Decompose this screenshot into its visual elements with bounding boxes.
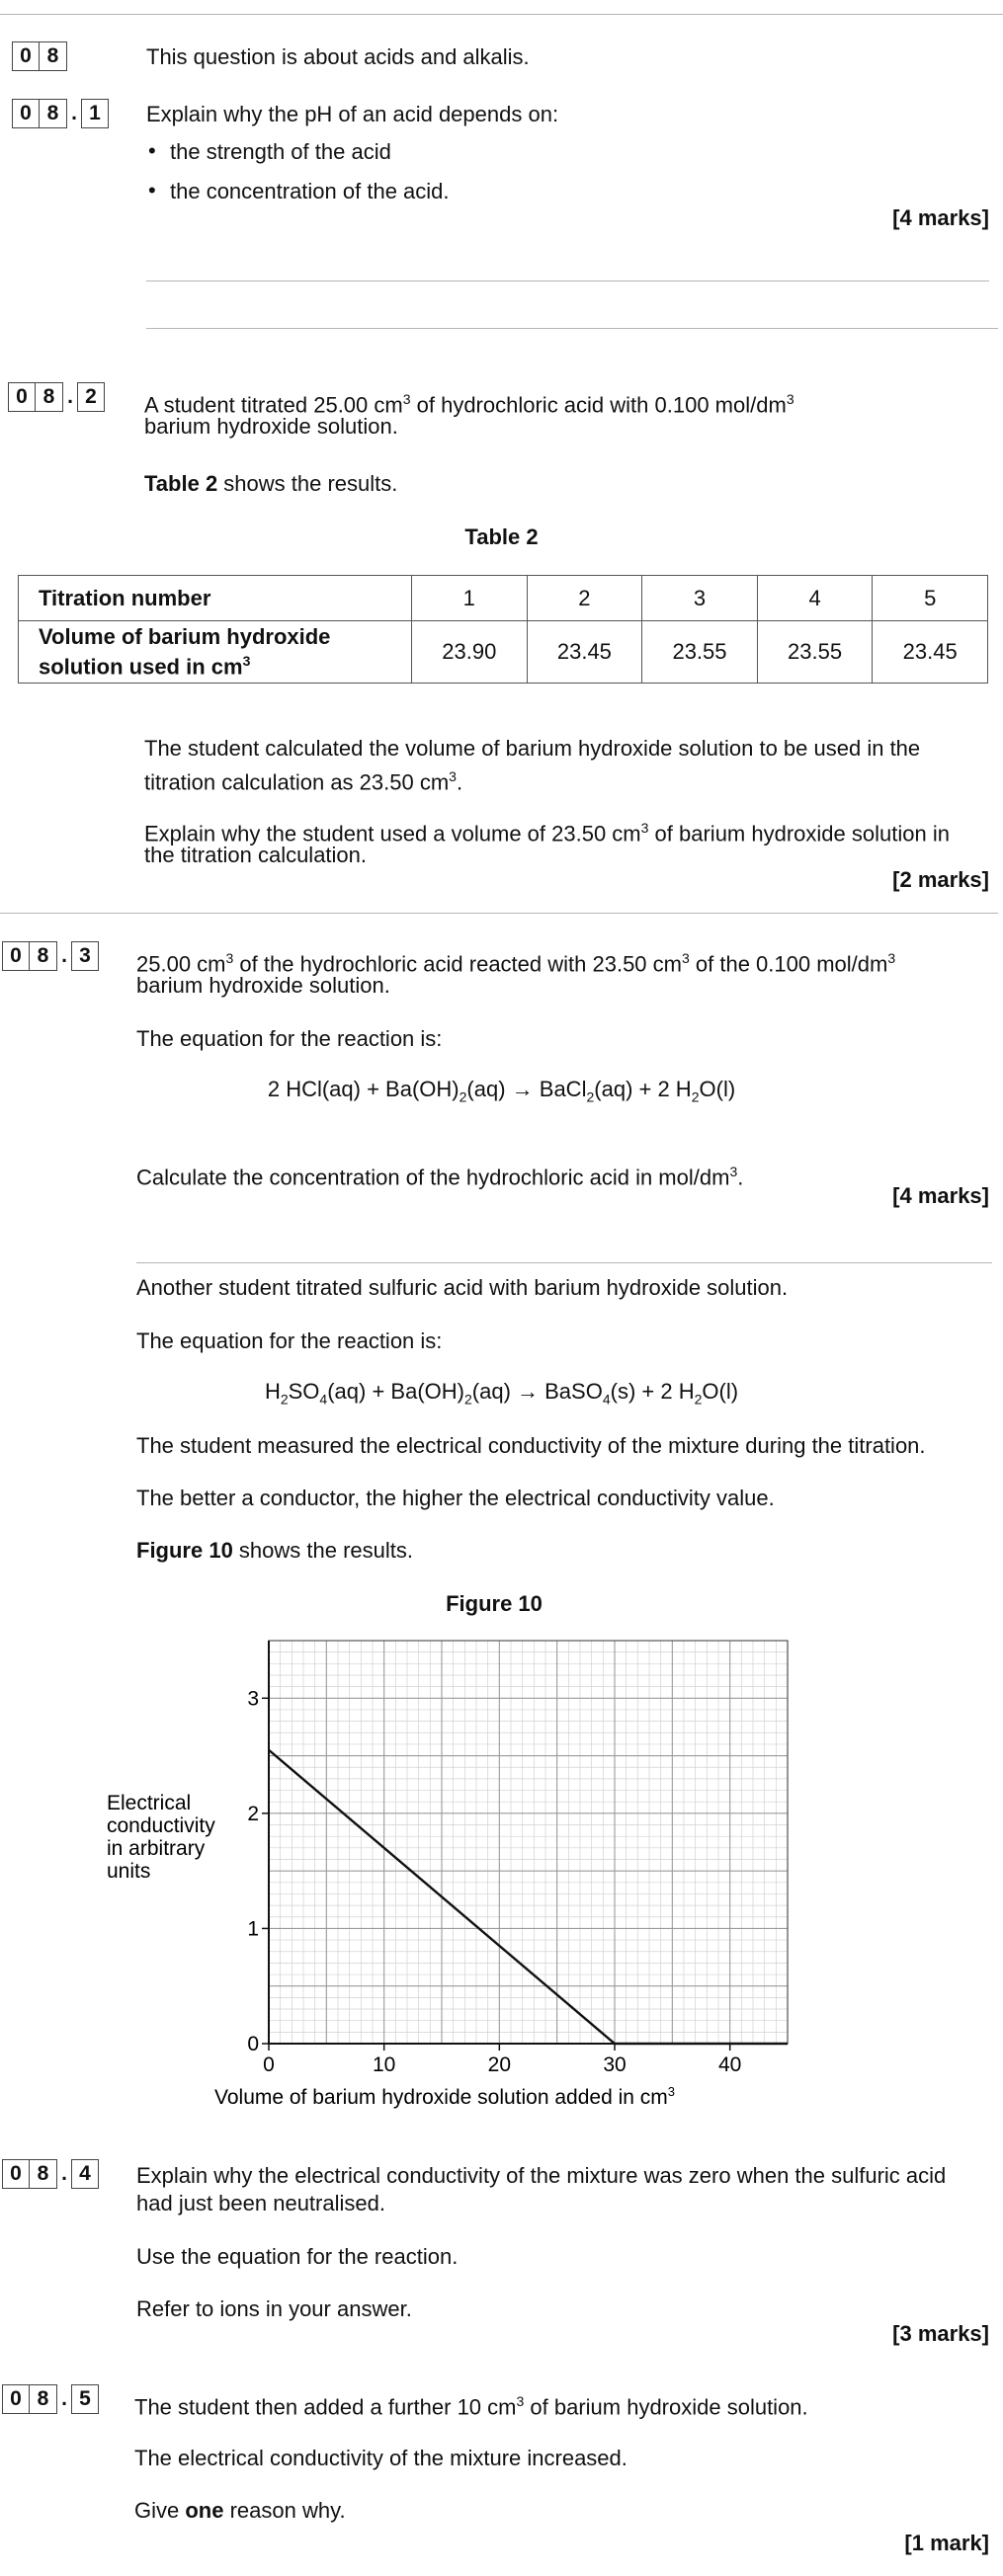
x-tick-label: 10 <box>372 2053 396 2076</box>
question-number-08-2: 0 8 . 2 <box>8 382 105 412</box>
part-2-prompt-cont: barium hydroxide solution. <box>144 414 398 439</box>
part-1-bullet: the strength of the acid <box>170 139 391 164</box>
explain-prompt: Explain why the student used a volume of 23.50 $cm^3$ of barium hydroxide solution in <box>144 820 950 846</box>
table-cell: 5 <box>873 576 988 621</box>
question-number-08-1: 0 8 . 1 <box>12 99 109 128</box>
part-1-prompt: Explain why the pH of an acid depends on: <box>146 102 559 126</box>
part-4-prompt-cont: had just been neutralised. <box>136 2191 385 2215</box>
question-digit: 0 <box>12 99 40 128</box>
bullet-list: • <box>148 138 156 163</box>
marks-label: [4 marks] <box>892 205 989 230</box>
measurement-statement: The student measured the electrical conductivity of the mixture during the titration. <box>136 1433 926 1458</box>
marks-label: [1 mark] <box>904 2531 989 2555</box>
table-row <box>19 621 988 684</box>
part-3-prompt-cont: barium hydroxide solution. <box>136 973 390 998</box>
chart-axes <box>269 1641 788 2044</box>
table-cell: 23.90 <box>412 621 528 684</box>
question-digit: 8 <box>30 941 57 971</box>
x-tick-label: 30 <box>603 2053 627 2076</box>
chart-grid-minor <box>269 1641 788 2044</box>
y-tick-label: 2 <box>247 1802 259 1825</box>
question-number-08 <box>12 41 67 71</box>
marks-label: [4 marks] <box>892 1183 989 1208</box>
chart-tick-labels <box>247 1687 741 2076</box>
x-tick-label: 0 <box>263 2053 275 2076</box>
chart-grid-major <box>269 1641 788 2044</box>
table-cell: 23.45 <box>873 621 988 684</box>
table-cell: 23.55 <box>757 621 873 684</box>
question-digit: 1 <box>81 99 109 128</box>
x-tick-label: 40 <box>717 2053 742 2076</box>
question-digit: 4 <box>71 2159 99 2189</box>
y-tick-label: 1 <box>247 1917 259 1941</box>
x-tick-label: 20 <box>487 2053 512 2076</box>
question-digit: 8 <box>40 99 67 128</box>
conductivity-increased-statement: The electrical conductivity of the mixture increased. <box>134 2446 627 2470</box>
question-digit: 8 <box>36 382 63 412</box>
section-rule <box>136 1262 992 1263</box>
chart-x-axis-label: Volume of barium hydroxide solution added in $cm^3$ <box>214 2084 675 2109</box>
y-tick-label: 3 <box>247 1687 259 1711</box>
part-3-prompt: 25.00 $cm^3$ of the hydrochloric acid reacted with 23.50 $cm^3$ of the 0.100 mol/$dm^3$ <box>136 950 896 977</box>
bullet-list: • <box>148 178 156 202</box>
y-axis-label-line: in arbitrary <box>107 1837 206 1860</box>
section-rule <box>0 913 998 914</box>
page-top-rule <box>0 14 1003 15</box>
figure-reference: Figure 10 shows the results. <box>136 1538 413 1563</box>
question-digit: 0 <box>12 41 40 71</box>
conductor-statement: The better a conductor, the higher the electrical conductivity value. <box>136 1486 775 1510</box>
question-digit: 3 <box>71 941 99 971</box>
table-row <box>19 576 988 621</box>
question-digit: 8 <box>40 41 67 71</box>
table-reference: Table 2 shows the results. <box>144 471 398 496</box>
figure-title: Figure 10 <box>446 1591 543 1616</box>
conductivity-chart <box>0 1620 1003 2119</box>
part-2-prompt: A student titrated 25.00 $cm^3$ of hydrochloric acid with 0.100 mol/$dm^3$ <box>144 391 794 418</box>
calc-statement-cont: titration calculation as 23.50 $cm^3$. <box>144 768 463 795</box>
results-table <box>18 575 988 684</box>
refer-ions-instruction: Refer to ions in your answer. <box>136 2296 412 2321</box>
table-cell: 1 <box>412 576 528 621</box>
y-tick-label: 0 <box>247 2033 259 2055</box>
y-axis-label-line: conductivity <box>107 1814 215 1837</box>
y-axis-label-line: Electrical <box>107 1792 192 1814</box>
give-reason-prompt: Give one reason why. <box>134 2498 346 2523</box>
marks-label: [3 marks] <box>892 2321 989 2346</box>
table-cell: 4 <box>757 576 873 621</box>
question-digit: 8 <box>30 2159 57 2189</box>
part-1-bullet: the concentration of the acid. <box>170 179 450 203</box>
equation-intro: The equation for the reaction is: <box>136 1328 443 1353</box>
question-digit: 0 <box>2 2159 30 2189</box>
table-cell: 2 <box>527 576 642 621</box>
calc-prompt: Calculate the concentration of the hydrochloric acid in mol/$dm^3$. <box>136 1164 744 1190</box>
equation-intro: The equation for the reaction is: <box>136 1026 443 1051</box>
table-header-cell: Titration number <box>19 576 412 621</box>
table-cell: 23.45 <box>527 621 642 684</box>
question-number-08-3: 0 8 . 3 <box>2 941 99 971</box>
part-5-prompt: The student then added a further 10 $cm^3$ of barium hydroxide solution. <box>134 2393 808 2420</box>
part-4-prompt: Explain why the electrical conductivity of the mixture was zero when the sulfuric acid <box>136 2163 947 2188</box>
equation-hcl: 2 $HCl(aq) + Ba(OH)_2(aq)$ → BaCl$_2$(aq) + 2 $H_2O(l)$ <box>267 1077 736 1105</box>
answer-line <box>146 328 998 329</box>
chart-series <box>269 1750 788 2044</box>
explain-prompt-cont: the titration calculation. <box>144 843 368 867</box>
table-cell: 23.55 <box>642 621 758 684</box>
question-intro: This question is about acids and alkalis. <box>146 44 530 69</box>
series-line-conductivity <box>269 1750 788 2044</box>
answer-line <box>146 281 989 282</box>
plot-frame <box>269 1641 788 2044</box>
question-number-08-4: 0 8 . 4 <box>2 2159 99 2189</box>
question-number-08-5: 0 8 . 5 <box>2 2384 99 2414</box>
table-title: Table 2 <box>464 524 539 549</box>
table-header-cell: Volume of barium hydroxide solution used in $cm^3$ <box>19 621 412 684</box>
question-digit: 0 <box>8 382 36 412</box>
question-digit: 2 <box>77 382 105 412</box>
question-digit: 0 <box>2 2384 30 2414</box>
equation-h2so4: $H_2SO_4(aq) + Ba(OH)_2(aq)$ → BaSO$_4$(s) + 2 $H_2O(l)$ <box>264 1379 739 1408</box>
table-cell: 3 <box>642 576 758 621</box>
question-digit: 0 <box>2 941 30 971</box>
question-digit: 8 <box>30 2384 57 2414</box>
chart-y-axis-label <box>107 1792 215 1883</box>
calc-statement: The student calculated the volume of barium hydroxide solution to be used in the <box>144 736 921 761</box>
question-digit: 5 <box>71 2384 99 2414</box>
part-2-intro: Another student titrated sulfuric acid with barium hydroxide solution. <box>136 1275 789 1300</box>
marks-label: [2 marks] <box>892 867 989 892</box>
use-equation-instruction: Use the equation for the reaction. <box>136 2244 459 2269</box>
y-axis-label-line: units <box>107 1860 151 1883</box>
